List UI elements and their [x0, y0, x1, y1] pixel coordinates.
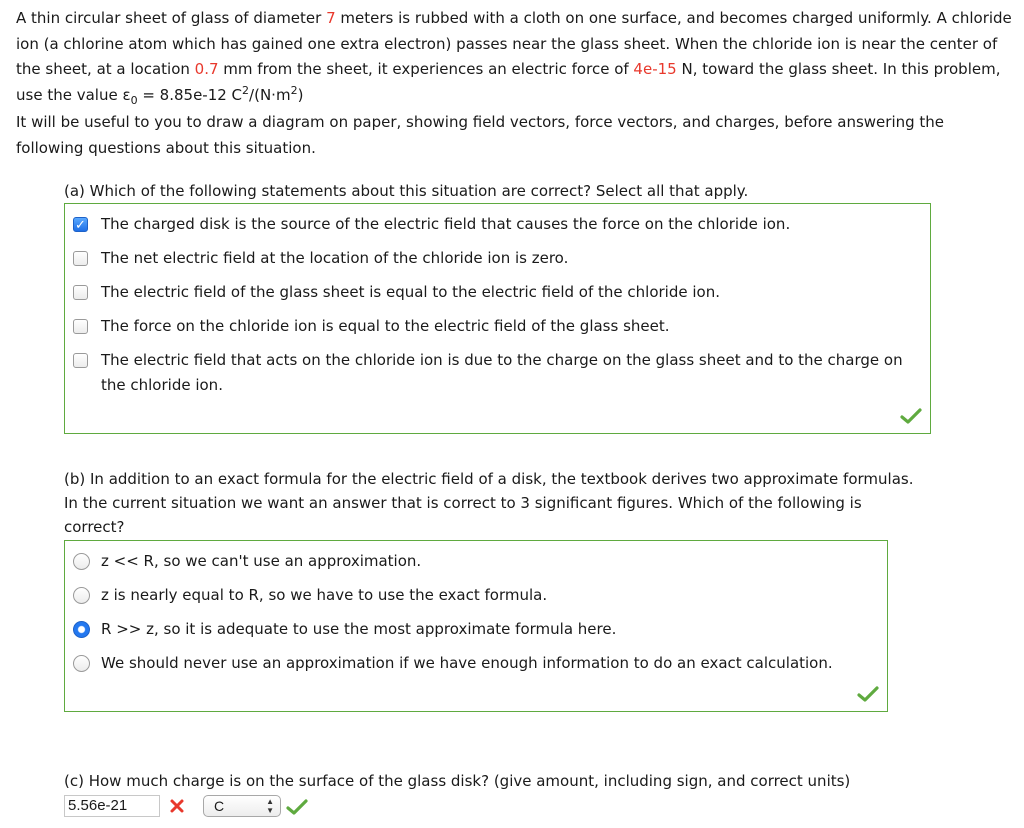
- part-a-option[interactable]: [71, 314, 920, 339]
- checkbox[interactable]: [73, 285, 88, 300]
- part-a-answer-box: [64, 203, 931, 434]
- part-a-option[interactable]: [71, 348, 920, 398]
- checkbox[interactable]: [73, 217, 88, 232]
- part-b-option[interactable]: [71, 583, 877, 608]
- option-label: The net electric field at the location of the chloride ion is zero.: [101, 249, 569, 267]
- radio-button[interactable]: [73, 553, 90, 570]
- charge-input[interactable]: 5.56e-21: [64, 795, 160, 817]
- option-label: R >> z, so it is adequate to use the most approximate formula here.: [101, 620, 617, 638]
- part-b-option[interactable]: [71, 651, 877, 676]
- option-label: z is nearly equal to R, so we have to use the exact formula.: [101, 586, 548, 604]
- given-diameter: 7: [326, 9, 336, 27]
- part-b-option[interactable]: [71, 549, 877, 574]
- part-b-option[interactable]: [71, 617, 877, 642]
- problem-statement: [16, 6, 1016, 161]
- green-checkmark-icon: [900, 407, 922, 425]
- part-a-option[interactable]: [71, 212, 920, 237]
- text: meters is rubbed with a cloth on one surface, and becomes charged uniformly. A chloride ion (a chlorine atom which has gained one extra electron) passes near the glass sheet. When the chloride ion is near the center of the sheet, at a location: [16, 9, 1012, 78]
- problem-paragraph: [16, 6, 1016, 108]
- checkbox[interactable]: [73, 319, 88, 334]
- green-checkmark-icon: [286, 798, 308, 816]
- part-c-prompt: (c) How much charge is on the surface of the glass disk? (give amount, including sign, and correct units): [64, 772, 851, 790]
- given-force: 4e-15: [633, 60, 677, 78]
- unit-select-value: C: [214, 798, 225, 814]
- text: N, toward the glass sheet. In this problem, use the value ε: [16, 60, 1001, 104]
- option-label: The electric field that acts on the chloride ion is due to the charge on the glass sheet and to the charge on the chloride ion.: [101, 351, 903, 394]
- text: A thin circular sheet of glass of diameter: [16, 9, 327, 27]
- green-checkmark-icon: [857, 685, 879, 703]
- given-distance: 0.7: [194, 60, 219, 78]
- text: = 8.85e-12 C: [137, 85, 243, 104]
- part-a-option[interactable]: [71, 246, 920, 271]
- text: ): [297, 85, 304, 104]
- checkbox[interactable]: [73, 353, 88, 368]
- instruction-paragraph: It will be useful to you to draw a diagram on paper, showing field vectors, force vectors, and charges, before answering the following questions about this situation.: [16, 113, 945, 157]
- option-label: The electric field of the glass sheet is equal to the electric field of the chloride ion.: [101, 283, 720, 301]
- option-label: The force on the chloride ion is equal to the electric field of the glass sheet.: [101, 317, 670, 335]
- radio-button[interactable]: [73, 621, 90, 638]
- text: /(N·m: [249, 85, 291, 104]
- subscript: 0: [130, 93, 138, 107]
- part-b-prompt: (b) In addition to an exact formula for the electric field of a disk, the textbook derives two approximate formulas. In the current situation we want an answer that is correct to 3 significant figures. Which of the following is correct?: [64, 470, 914, 536]
- superscript: 2: [290, 83, 298, 97]
- up-down-arrows-icon: ▲ ▼: [266, 797, 274, 815]
- option-label: We should never use an approximation if we have enough information to do an exact calculation.: [101, 654, 833, 672]
- radio-button[interactable]: [73, 655, 90, 672]
- option-label: z << R, so we can't use an approximation.: [101, 552, 422, 570]
- unit-select[interactable]: [203, 795, 281, 817]
- text: mm from the sheet, it experiences an electric force of: [218, 60, 634, 78]
- radio-button[interactable]: [73, 587, 90, 604]
- checkbox[interactable]: [73, 251, 88, 266]
- part-a-option[interactable]: [71, 280, 920, 305]
- superscript: 2: [242, 83, 250, 97]
- part-b-answer-box: [64, 540, 888, 712]
- red-x-icon: [169, 798, 185, 814]
- option-label: The charged disk is the source of the electric field that causes the force on the chloride ion.: [101, 215, 791, 233]
- part-a-prompt: (a) Which of the following statements about this situation are correct? Select all that apply.: [64, 182, 749, 200]
